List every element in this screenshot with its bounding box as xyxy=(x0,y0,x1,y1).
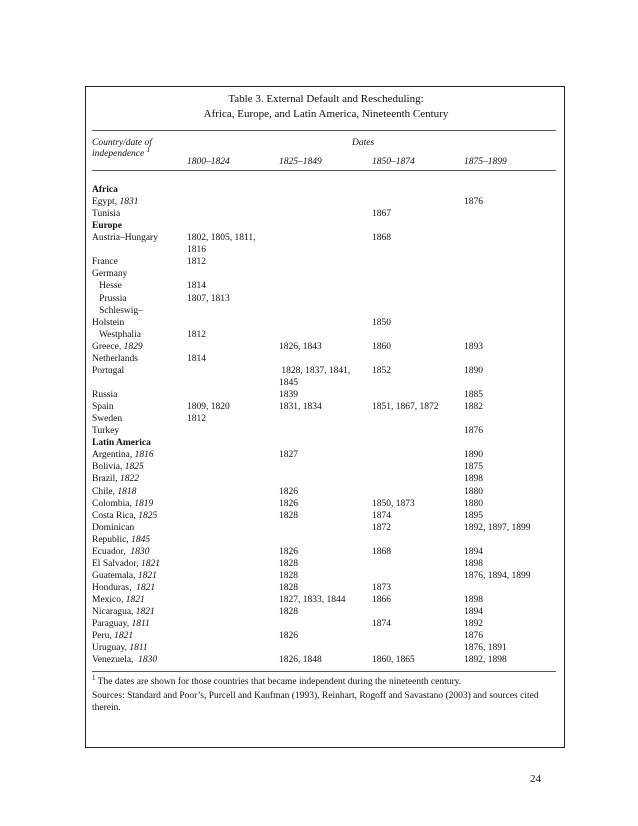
table-row xyxy=(92,449,562,461)
independence-date: 1825 xyxy=(124,462,144,473)
country-label: Germany xyxy=(92,269,128,280)
country-name xyxy=(92,461,144,473)
country-label: Tunisia xyxy=(92,209,121,220)
country-label: Venezuela, xyxy=(92,655,134,666)
country-name xyxy=(92,642,148,654)
country-name xyxy=(92,522,134,534)
country-name xyxy=(92,449,154,461)
table-row xyxy=(92,377,562,389)
independence-date: 1821 xyxy=(135,607,155,618)
table-row xyxy=(92,353,562,365)
country-label: Republic, xyxy=(92,534,129,545)
independence-date: 1845 xyxy=(131,534,151,545)
sources-note: Sources: Standard and Poor’s, Purcell and Kaufman (1993), Reinhart, Rogoff and Savastano (2003) and sources cited therein. xyxy=(92,691,539,713)
period-1-cell: 1814 xyxy=(187,281,206,292)
country-header-line2-text: independence xyxy=(92,149,145,159)
period-3-cell: 1860, 1865 xyxy=(372,655,415,666)
table-row xyxy=(92,510,562,522)
country-name xyxy=(92,305,143,317)
period-2-cell: 1826, 1848 xyxy=(279,655,322,666)
table-row xyxy=(92,232,562,244)
country-label: Latin America xyxy=(92,438,151,449)
section-title xyxy=(92,220,122,232)
period-3-cell: 1874 xyxy=(372,510,391,521)
country-label: Paraguay, xyxy=(92,619,130,630)
table-row xyxy=(92,401,562,413)
table-row xyxy=(92,618,562,630)
period-2-cell: 1826 xyxy=(279,486,298,497)
country-label: Honduras, xyxy=(92,582,132,593)
table-bottom-rule xyxy=(92,671,556,672)
country-label: Uruguay, xyxy=(92,643,127,654)
country-label: Hesse xyxy=(92,281,122,292)
independence-date: 1811 xyxy=(131,619,150,630)
country-name xyxy=(92,389,117,401)
footnote-mark: 1 xyxy=(92,673,96,682)
period-3-cell: 1852 xyxy=(372,365,391,376)
dates-header: Dates xyxy=(352,138,375,148)
independence-date: 1821 xyxy=(114,631,134,642)
period-4-cell: 1895 xyxy=(464,510,483,521)
table-title: Table 3. External Default and Rescheduling: xyxy=(228,93,424,105)
period-4-cell: 1885 xyxy=(464,390,483,401)
table-row xyxy=(92,268,562,280)
country-label: Dominican xyxy=(92,522,135,533)
table-row xyxy=(92,425,562,437)
period-2-cell: 1828 xyxy=(279,582,298,593)
country-label: Westphalia xyxy=(92,329,141,340)
table-row xyxy=(92,642,562,654)
period-1-cell: 1814 xyxy=(187,353,206,364)
period-3-cell: 1874 xyxy=(372,619,391,630)
period-1-cell: 1812 xyxy=(187,414,206,425)
period-4-cell: 1898 xyxy=(464,558,483,569)
period-3-cell: 1850, 1873 xyxy=(372,498,415,509)
period-3-cell: 1850 xyxy=(372,317,391,328)
country-name xyxy=(92,630,133,642)
period-4-cell: 1876 xyxy=(464,426,483,437)
country-name xyxy=(92,534,150,546)
independence-date: 1830 xyxy=(135,655,158,666)
section-title xyxy=(92,437,151,449)
period-3-cell: 1867 xyxy=(372,209,391,220)
country-label: Guatemala, xyxy=(92,570,136,581)
footnote xyxy=(92,673,558,688)
section-title xyxy=(92,184,118,196)
period-2-cell: 1826 xyxy=(279,631,298,642)
period-4-cell: 1898 xyxy=(464,595,483,606)
period-2-cell: 1826 xyxy=(279,546,298,557)
country-label: France xyxy=(92,257,118,268)
country-label: Netherlands xyxy=(92,353,138,364)
period-4-cell: 1876, 1891 xyxy=(464,643,507,654)
period-4-cell: 1876 xyxy=(464,197,483,208)
table-row xyxy=(92,461,562,473)
country-name xyxy=(92,365,124,377)
independence-date: 1831 xyxy=(119,197,139,208)
period-1-cell: 1816 xyxy=(187,245,206,256)
country-label: Greece, xyxy=(92,341,122,352)
country-label: Costa Rica, xyxy=(92,510,136,521)
period-1-cell: 1807, 1813 xyxy=(187,293,230,304)
country-name xyxy=(92,353,138,365)
country-label: Peru, xyxy=(92,631,112,642)
country-name xyxy=(92,570,157,582)
table-row xyxy=(92,594,562,606)
country-label: Argentina, xyxy=(92,450,133,461)
country-label: Africa xyxy=(92,185,118,195)
period-4-cell: 1894 xyxy=(464,607,483,618)
country-label: Portugal xyxy=(92,365,125,376)
table-row xyxy=(92,498,562,510)
period-header-1: 1800–1824 xyxy=(187,157,230,167)
table-row xyxy=(92,630,562,642)
period-1-cell: 1809, 1820 xyxy=(187,402,230,413)
country-name xyxy=(92,618,150,630)
period-4-cell: 1875 xyxy=(464,462,483,473)
period-3-cell: 1868 xyxy=(372,233,391,244)
country-name xyxy=(92,196,138,208)
footnote-text: The dates are shown for those countries that became independent during the nineteenth century. xyxy=(95,677,462,687)
page-number: 24 xyxy=(530,773,541,785)
independence-date: 1829 xyxy=(123,341,143,352)
period-2-cell: 1827 xyxy=(279,450,298,461)
period-2-cell: 1845 xyxy=(279,377,298,388)
period-4-cell: 1882 xyxy=(464,402,483,413)
table-row xyxy=(92,365,562,377)
country-label: Mexico, xyxy=(92,595,124,606)
country-label: Ecuador, xyxy=(92,546,126,557)
period-header-3: 1850–1874 xyxy=(372,157,415,167)
country-label: Chile, xyxy=(92,486,115,497)
country-header xyxy=(92,138,152,160)
country-label: Europe xyxy=(92,221,122,232)
table-row xyxy=(92,486,562,498)
period-3-cell: 1873 xyxy=(372,582,391,593)
period-2-cell: 1828, 1837, 1841, xyxy=(279,365,351,376)
country-name xyxy=(92,486,136,498)
period-4-cell: 1898 xyxy=(464,474,483,485)
independence-date: 1821 xyxy=(133,582,156,593)
period-2-cell: 1828 xyxy=(279,558,298,569)
country-name xyxy=(92,256,118,268)
period-4-cell: 1893 xyxy=(464,341,483,352)
table-row xyxy=(92,546,562,558)
country-label: Colombia, xyxy=(92,498,132,509)
section-header-row xyxy=(92,220,562,232)
period-3-cell: 1866 xyxy=(372,595,391,606)
country-name xyxy=(92,293,127,305)
country-label: Sweden xyxy=(92,414,123,425)
country-label: Turkey xyxy=(92,426,120,437)
country-label: Egypt, xyxy=(92,197,118,208)
country-label: Russia xyxy=(92,390,118,401)
period-4-cell: 1880 xyxy=(464,498,483,509)
independence-date: 1811 xyxy=(129,643,148,654)
period-4-cell: 1880 xyxy=(464,486,483,497)
table-row xyxy=(92,317,562,329)
period-2-cell: 1828 xyxy=(279,570,298,581)
country-name xyxy=(92,425,119,437)
table-row xyxy=(92,196,562,208)
country-label: Schleswig– xyxy=(92,305,143,316)
independence-date: 1819 xyxy=(134,498,154,509)
period-4-cell: 1890 xyxy=(464,365,483,376)
period-3-cell: 1851, 1867, 1872 xyxy=(372,402,439,413)
header-top-rule xyxy=(92,130,556,131)
country-name xyxy=(92,280,122,292)
table-row xyxy=(92,293,562,305)
country-name xyxy=(92,546,149,558)
independence-date: 1821 xyxy=(140,558,160,569)
table-row xyxy=(92,389,562,401)
period-2-cell: 1839 xyxy=(279,390,298,401)
table-row xyxy=(92,654,562,666)
period-1-cell: 1812 xyxy=(187,257,206,268)
independence-date: 1821 xyxy=(125,595,145,606)
period-2-cell: 1831, 1834 xyxy=(279,402,322,413)
period-3-cell: 1868 xyxy=(372,546,391,557)
header-footnote-mark: 1 xyxy=(146,145,151,154)
country-name xyxy=(92,232,158,244)
independence-date: 1825 xyxy=(138,510,158,521)
table-row xyxy=(92,341,562,353)
table-row xyxy=(92,413,562,425)
table-row xyxy=(92,558,562,570)
independence-date: 1830 xyxy=(128,546,150,557)
country-name xyxy=(92,498,153,510)
table-row xyxy=(92,570,562,582)
period-2-cell: 1827, 1833, 1844 xyxy=(279,595,346,606)
country-label: Austria–Hungary xyxy=(92,233,158,244)
period-3-cell: 1860 xyxy=(372,341,391,352)
independence-date: 1816 xyxy=(134,450,154,461)
country-label: Nicaragua, xyxy=(92,607,134,618)
period-header-4: 1875–1899 xyxy=(464,157,507,167)
country-name xyxy=(92,401,114,413)
header-bottom-rule xyxy=(92,170,556,171)
country-label: Brazil, xyxy=(92,474,118,485)
country-label: Spain xyxy=(92,402,114,413)
country-label: El Salvador, xyxy=(92,558,139,569)
country-name xyxy=(92,413,122,425)
country-name xyxy=(92,317,124,329)
table-row xyxy=(92,606,562,618)
period-4-cell: 1876 xyxy=(464,631,483,642)
table-row xyxy=(92,329,562,341)
country-name xyxy=(92,558,160,570)
period-4-cell: 1876, 1894, 1899 xyxy=(464,570,531,581)
country-name xyxy=(92,654,157,666)
table-frame xyxy=(85,86,565,748)
country-name xyxy=(92,582,155,594)
table-subtitle: Africa, Europe, and Latin America, Nineteenth Century xyxy=(203,108,449,120)
country-name xyxy=(92,268,127,280)
country-name xyxy=(92,329,141,341)
section-header-row xyxy=(92,437,562,449)
table-row xyxy=(92,473,562,485)
period-2-cell: 1826 xyxy=(279,498,298,509)
country-name xyxy=(92,510,157,522)
period-4-cell: 1892, 1898 xyxy=(464,655,507,666)
country-name xyxy=(92,594,145,606)
table-row xyxy=(92,244,562,256)
period-2-cell: 1828 xyxy=(279,510,298,521)
country-name xyxy=(92,606,155,618)
country-label: Bolivia, xyxy=(92,462,123,473)
period-4-cell: 1892, 1897, 1899 xyxy=(464,522,531,533)
table-row xyxy=(92,305,562,317)
period-1-cell: 1802, 1805, 1811, xyxy=(187,233,256,244)
period-3-cell: 1872 xyxy=(372,522,391,533)
table-row xyxy=(92,256,562,268)
table-row xyxy=(92,522,562,534)
country-label: Holstein xyxy=(92,317,125,328)
table-row xyxy=(92,208,562,220)
independence-date: 1822 xyxy=(119,474,139,485)
period-4-cell: 1892 xyxy=(464,619,483,630)
table-row xyxy=(92,534,562,546)
period-2-cell: 1826, 1843 xyxy=(279,341,322,352)
period-4-cell: 1890 xyxy=(464,450,483,461)
country-header-line1: Country/date of xyxy=(92,138,152,148)
section-header-row xyxy=(92,184,562,196)
period-4-cell: 1894 xyxy=(464,546,483,557)
period-header-2: 1825–1849 xyxy=(279,157,322,167)
period-2-cell: 1828 xyxy=(279,607,298,618)
independence-date: 1818 xyxy=(117,486,137,497)
period-1-cell: 1812 xyxy=(187,329,206,340)
country-header-line2 xyxy=(92,145,152,160)
country-name xyxy=(92,208,120,220)
table-row xyxy=(92,280,562,292)
country-name xyxy=(92,473,139,485)
table-row xyxy=(92,582,562,594)
independence-date: 1821 xyxy=(137,570,157,581)
country-name xyxy=(92,341,143,353)
country-label: Prussia xyxy=(92,293,127,304)
